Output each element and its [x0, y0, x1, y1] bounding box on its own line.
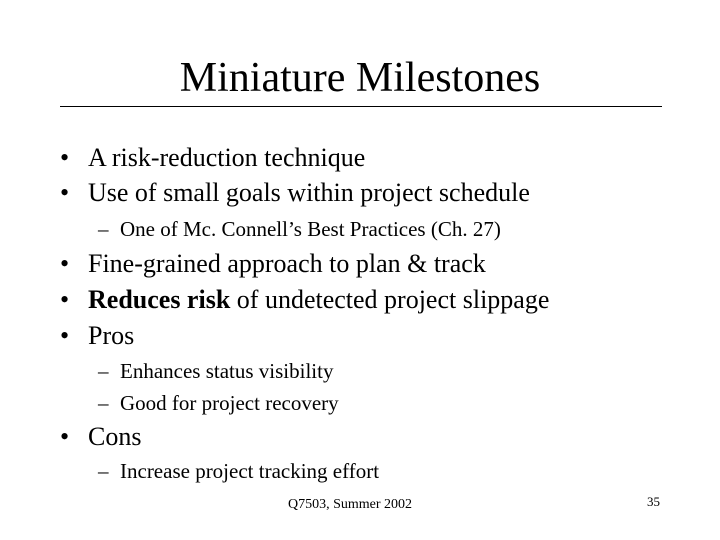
bullet-text: A risk-reduction technique [88, 143, 366, 172]
sub-bullet-item [98, 216, 501, 242]
bullet-item [60, 320, 134, 352]
dash-marker: – [98, 359, 109, 383]
bullet-marker: • [60, 249, 70, 278]
bullet-marker: • [60, 143, 70, 172]
slide-footer: Q7503, Summer 2002 [287, 497, 413, 512]
dash-marker: – [98, 459, 109, 483]
bullet-item [60, 284, 549, 316]
sub-bullet-text: Increase project tracking effort [120, 459, 380, 483]
bullet-bold-text: Reduces risk [88, 285, 231, 314]
bullet-item [60, 177, 530, 209]
bullet-marker: • [60, 178, 70, 207]
sub-bullet-text: Good for project recovery [120, 391, 339, 415]
slide-title: Miniature Milestones [179, 55, 541, 101]
sub-bullet-item [98, 358, 333, 384]
title-divider [60, 106, 662, 107]
sub-bullet-item [98, 458, 379, 484]
bullet-marker: • [60, 422, 70, 451]
bullet-item [60, 248, 486, 280]
bullet-marker: • [60, 285, 70, 314]
sub-bullet-text: One of Mc. Connell’s Best Practices (Ch. 27) [120, 217, 501, 241]
bullet-marker: • [60, 321, 70, 350]
dash-marker: – [98, 391, 109, 415]
page-number: 35 [647, 494, 660, 509]
sub-bullet-text: Enhances status visibility [120, 359, 334, 383]
bullet-text: Cons [88, 422, 142, 451]
bullet-item [60, 142, 365, 174]
dash-marker: – [98, 217, 109, 241]
bullet-text: of undetected project slippage [230, 285, 550, 314]
bullet-text: Use of small goals within project schedule [88, 178, 530, 207]
bullet-item [60, 421, 141, 453]
sub-bullet-item [98, 390, 339, 416]
bullet-text: Pros [88, 321, 135, 350]
bullet-text: Fine-grained approach to plan & track [88, 249, 486, 278]
